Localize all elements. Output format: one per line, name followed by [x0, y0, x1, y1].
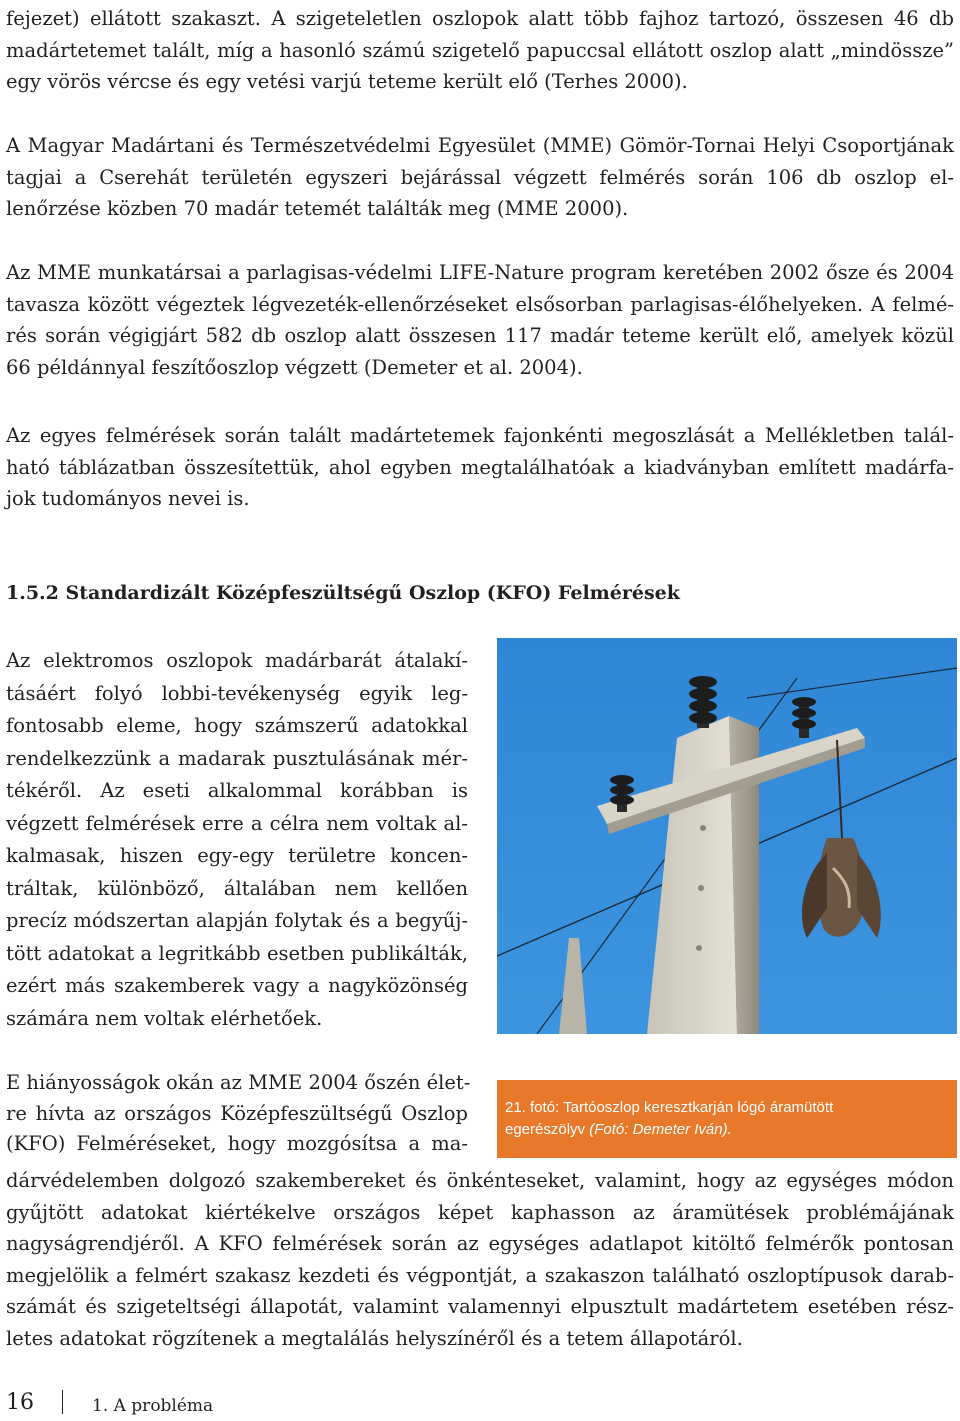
text-line: E hiányosságok okán az MME 2004 őszén élet-: [6, 1071, 471, 1094]
paragraph-mme: [6, 130, 954, 225]
text-line: rés során végigjárt 582 db oszlop alatt összesen 117 madár teteme került elő, amelyek közül: [6, 324, 954, 347]
text-line: Az egyes felmérések során talált madártetemek fajonkénti megoszlását a Mellékletben talál-: [6, 424, 954, 447]
photo-illustration: [497, 638, 957, 1034]
text-line: Az elektromos oszlopok madárbarát átalakí-: [6, 649, 468, 672]
text-line: számát és szigeteltségi állapotát, valamint valamennyi elpusztult madártetem esetében rész-: [6, 1295, 954, 1318]
text-line: gyűjtött adatokat kiértékelve országos képet kaphasson az áramütések problémájának: [6, 1200, 954, 1224]
final-paragraph-full: [6, 1165, 954, 1354]
chapter-title: 1. A probléma: [92, 1396, 214, 1416]
text-line: lenőrzése közben 70 madár tetemét találták meg (MME 2000).: [6, 197, 629, 220]
text-line: számára nem voltak elérhetőek.: [6, 1006, 323, 1030]
caption-credit: (Fotó: Demeter Iván).: [589, 1121, 732, 1138]
text-line: re hívta az országos Középfeszültségű Oszlop: [6, 1101, 468, 1125]
section-heading: [6, 582, 680, 604]
page-number: 16: [6, 1390, 34, 1415]
text-line: végzett felmérések erre a célra nem voltak al-: [6, 811, 468, 835]
section-title: Standardizált Középfeszültségű Oszlop (KFO) Felmérések: [65, 582, 680, 604]
photo-power-pole: [497, 638, 957, 1034]
footer-divider: [62, 1390, 63, 1414]
caption-line2: egerészölyv: [505, 1121, 590, 1138]
paragraph-life: [6, 257, 954, 383]
text-line: tagjai a Cserehát területén egyszeri bejárással végzett felmérés során 106 db oszlop el-: [6, 165, 954, 189]
paragraph-summary: [6, 420, 954, 515]
intro-paragraph: [6, 3, 954, 98]
text-line: Az MME munkatársai a parlagisas-védelmi LIFE-Nature program keretében 2002 ősze és 2004: [6, 261, 954, 284]
text-line: megjelölik a felmért szakasz kezdeti és végpontját, a szakaszon található oszloptípusok darab-: [6, 1263, 954, 1287]
text-line: tavasza között végeztek légvezeték-ellenőrzéseket elsősorban parlagisas-élőhelyeken. A felmé-: [6, 292, 954, 316]
text-line: letes adatokat rögzítenek a megtalálás helyszínéről és a tetem állapotáról.: [6, 1326, 743, 1350]
text-line: 66 példánnyal feszítőoszlop végzett (Demeter et al. 2004).: [6, 355, 583, 379]
final-paragraph-column: [6, 1068, 471, 1160]
text-line: madártetemet talált, míg a hasonló számú szigetelő papuccsal ellátott oszlop alatt „mindössze”: [6, 38, 954, 62]
text-line: ezért más szakemberek vagy a nagyközönség: [6, 974, 468, 997]
text-line: dárvédelemben dolgozó szakembereket és önkénteseket, valamint, hogy az egységes módon: [6, 1169, 954, 1192]
text-line: rendelkezzünk a madarak pusztulásának mér-: [6, 746, 468, 770]
text-line: tásáért folyó lobbi-tevékenység egyik leg-: [6, 681, 468, 705]
text-line: tékéről. Az eseti alkalommal korábban is: [6, 779, 468, 802]
column-paragraph: [6, 645, 468, 1035]
text-line: fontosabb eleme, hogy számszerű adatokkal: [6, 714, 468, 737]
text-line: kalmasak, hiszen egy-egy területre koncen-: [6, 844, 468, 867]
insulator-center: [689, 676, 717, 728]
text-line: precíz módszertan alapján folytak és a begyűj-: [6, 909, 468, 932]
photo-caption-box: [497, 1080, 957, 1158]
text-line: fejezet) ellátott szakaszt. A szigeteletlen oszlopok alatt több fajhoz tartozó, összesen 46 db: [6, 7, 954, 30]
caption-main: 21. fotó: Tartóoszlop keresztkarján lógó áramütött: [505, 1099, 834, 1116]
text-line: ható táblázatban összesítettük, ahol egyben megtalálhatóak a kiadványban említett madárfa-: [6, 455, 954, 479]
text-line: (KFO) Felméréseket, hogy mozgósítsa a ma-: [6, 1132, 468, 1155]
text-line: A Magyar Madártani és Természetvédelmi Egyesület (MME) Gömör-Tornai Helyi Csoportjának: [6, 134, 954, 157]
photo-caption: [505, 1097, 833, 1141]
text-line: tráltak, különböző, általában nem kellően: [6, 876, 468, 900]
text-line: jok tudományos nevei is.: [6, 487, 250, 510]
text-line: nagyságrendjéről. A KFO felmérések során az egységes adatlapot kitöltő felmérők pontosan: [6, 1232, 954, 1255]
text-line: tött adatokat a legritkább esetben publikálták,: [6, 941, 468, 965]
text-line: egy vörös vércse és egy vetési varjú teteme került elő (Terhes 2000).: [6, 70, 688, 93]
section-number: 1.5.2: [6, 582, 59, 604]
